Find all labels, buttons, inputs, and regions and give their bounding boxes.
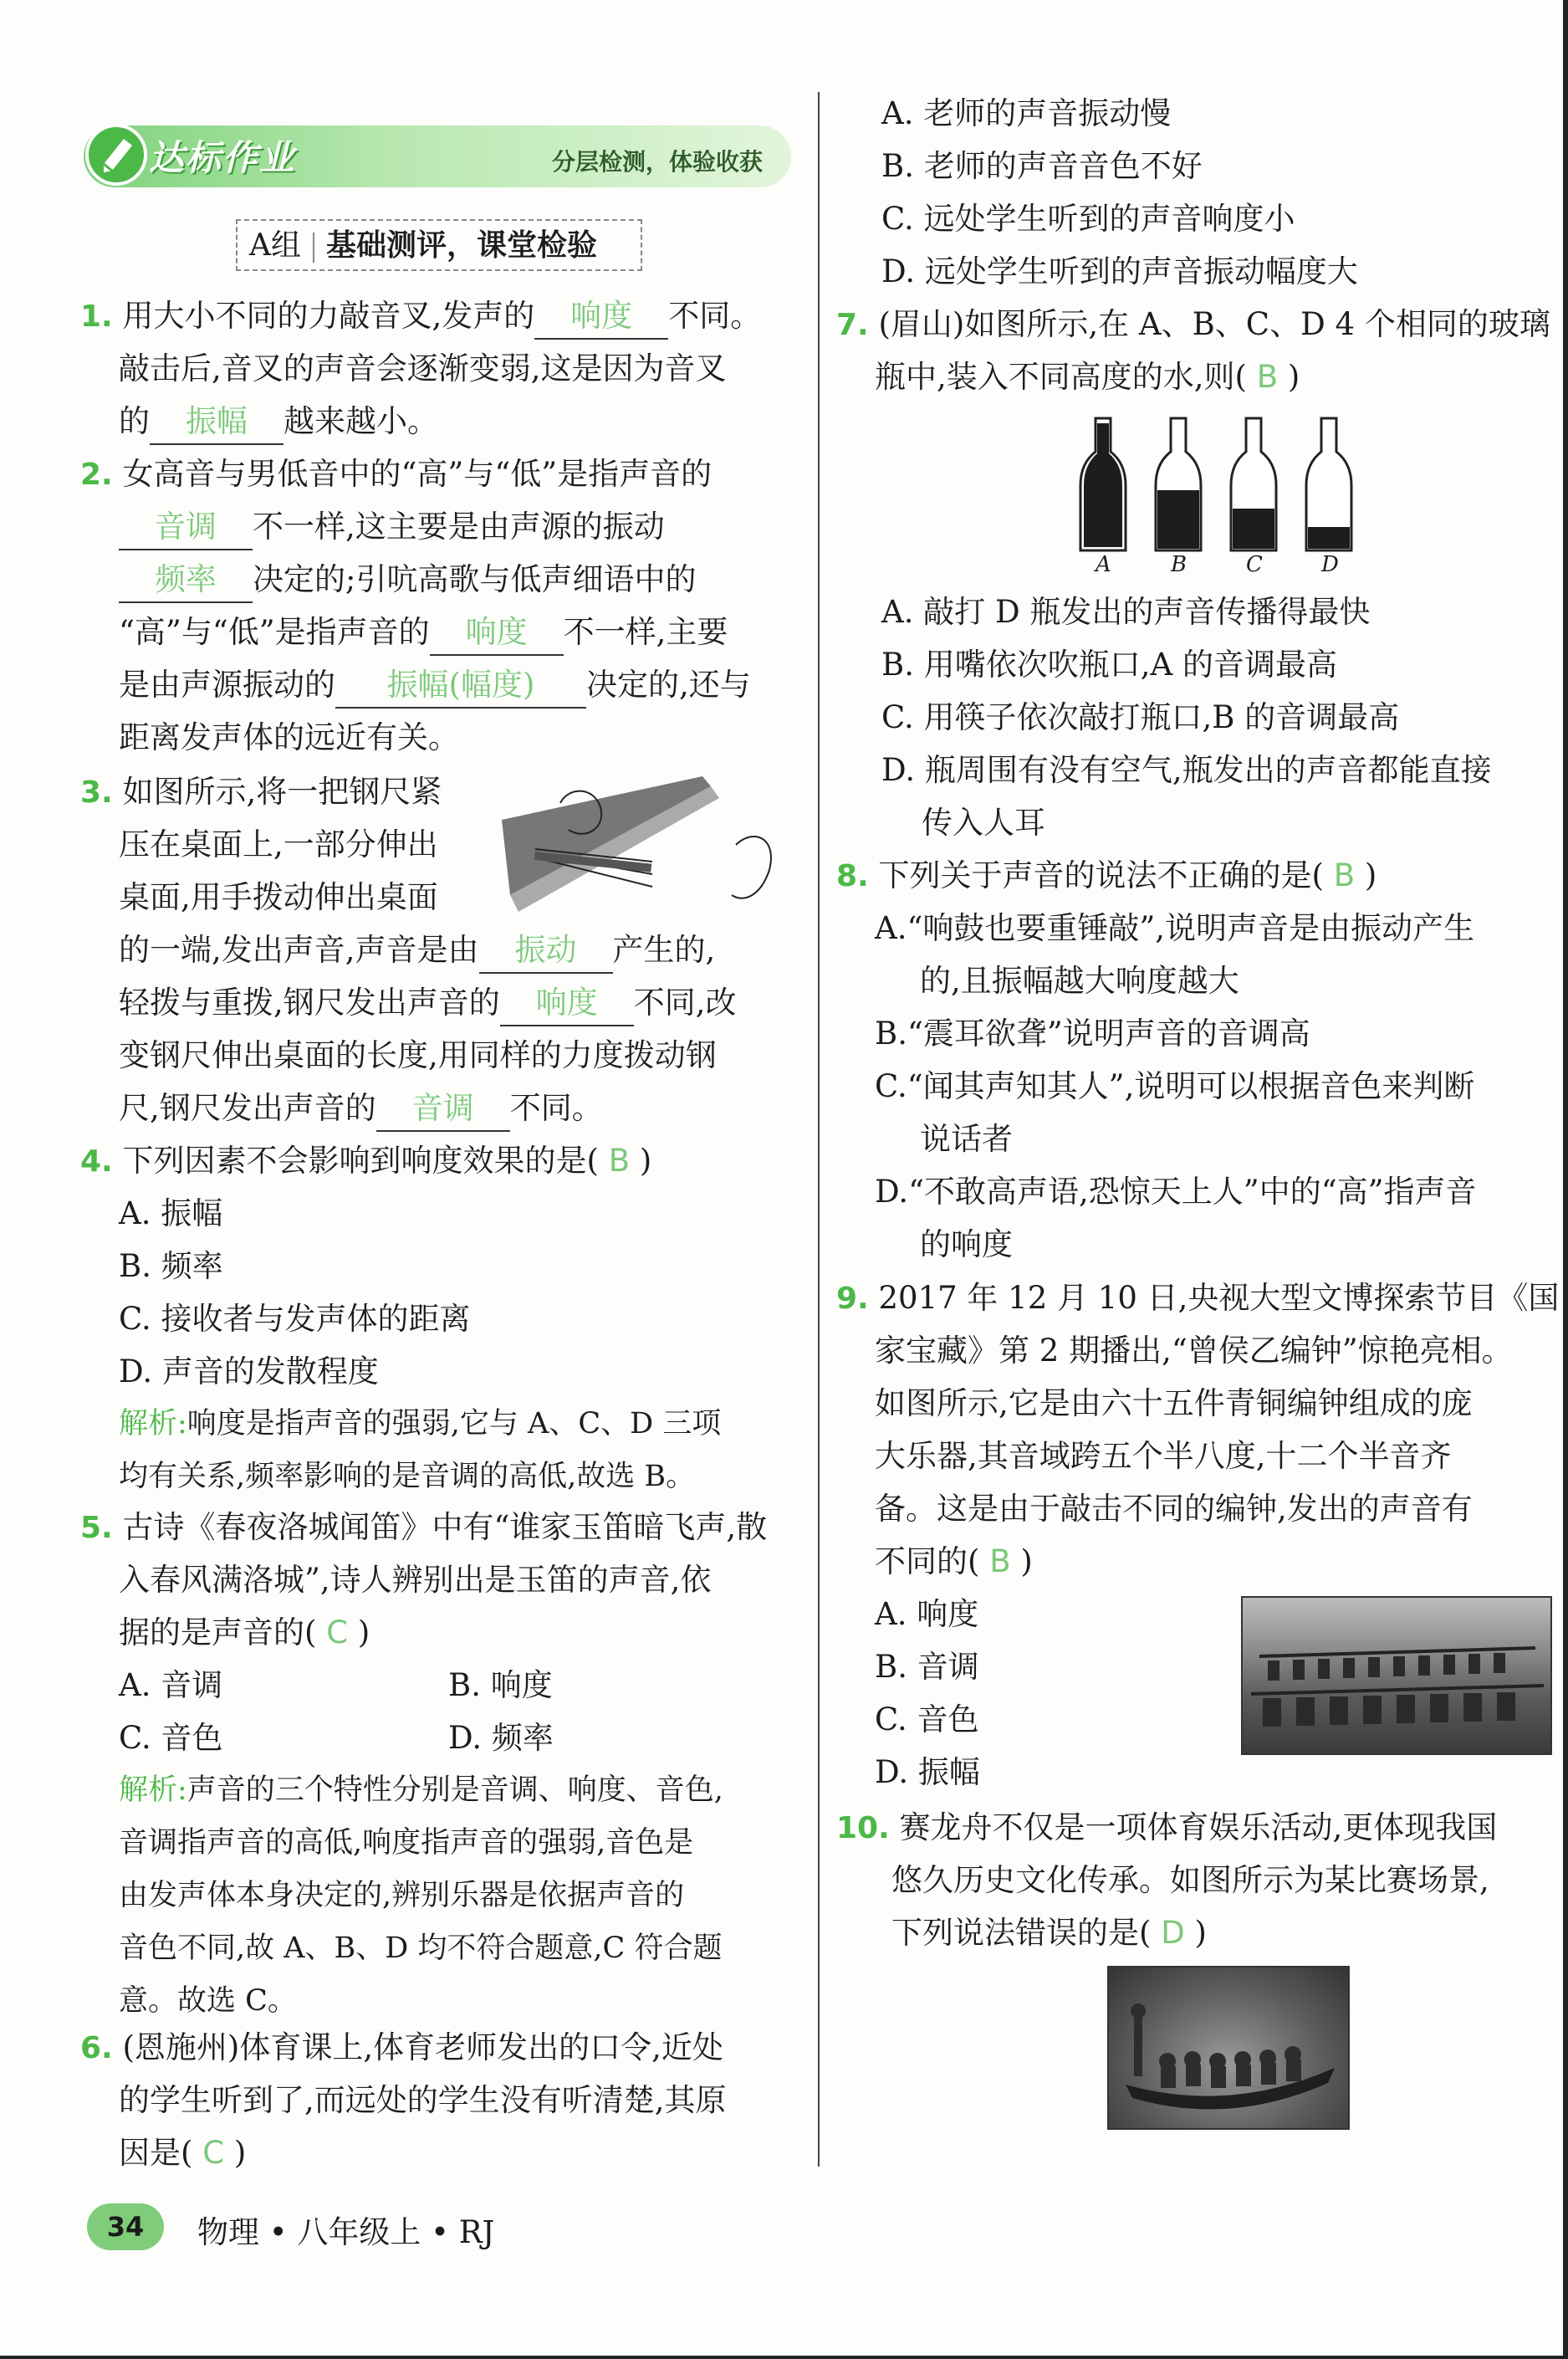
question-number: 1.: [80, 299, 113, 334]
q10-answer: D: [1161, 1915, 1185, 1951]
q2-answer-3: 响度: [465, 614, 528, 650]
q4-option: C. 接收者与发声体的距离: [119, 1301, 471, 1337]
bottle-label: B: [1171, 552, 1187, 577]
q7-text: ): [1287, 359, 1300, 395]
q1-answer-2: 振幅: [186, 403, 248, 439]
q4-jiexi: 均有关系,频率影响的是音调的高低,故选 B。: [119, 1460, 696, 1493]
question-number: 3.: [80, 775, 113, 810]
q1-text: 用大小不同的力敲音叉,发声的: [122, 298, 535, 334]
q8-option: C.“闻其声知其人”,说明可以根据音色来判断: [875, 1068, 1475, 1104]
q2-text: 是由声源振动的: [119, 667, 335, 703]
q6-option: D. 远处学生听到的声音振动幅度大: [881, 253, 1358, 289]
q8-option: 说话者: [920, 1121, 1013, 1157]
q8-option: D.“不敢高声语,恐惊天上人”中的“高”指声音: [875, 1174, 1477, 1210]
q4-jiexi: 响度是指声音的强弱,它与 A、C、D 三项: [186, 1407, 722, 1440]
q7-option: D. 瓶周围有没有空气,瓶发出的声音都能直接: [881, 752, 1492, 788]
q9-option: D. 振幅: [875, 1754, 980, 1790]
q1-text: 的: [119, 403, 150, 439]
q7-answer: B: [1256, 359, 1279, 395]
q10-text: 悠久历史文化传承。如图所示为某比赛场景,: [891, 1862, 1489, 1898]
pencil-icon: [85, 124, 147, 186]
section-label: [236, 219, 642, 271]
q9-option: B. 音调: [875, 1649, 979, 1685]
q7-text: (眉山)如图所示,在 A、B、C、D 4 个相同的玻璃: [878, 306, 1550, 342]
q1-answer-1: 响度: [570, 298, 633, 334]
q7-text: 瓶中,装入不同高度的水,则(: [875, 359, 1247, 395]
column-divider: [818, 92, 820, 2167]
footer-text: 物理 • 八年级上 • RJ: [197, 2214, 495, 2250]
q2-answer-1: 音调: [155, 509, 217, 545]
jiexi-label: 解析:: [119, 1407, 187, 1440]
question-number: 7.: [836, 308, 869, 342]
q3-text: 尺,钢尺发出声音的: [119, 1090, 376, 1126]
q3-text: 如图所示,将一把钢尺紧: [122, 774, 442, 810]
q1-text: 越来越小。: [283, 403, 438, 439]
q6-text: 的学生听到了,而远处的学生没有听清楚,其原: [119, 2082, 727, 2118]
q7-option: A. 敲打 D 瓶发出的声音传播得最快: [881, 594, 1371, 630]
q4-option: D. 声音的发散程度: [119, 1353, 379, 1389]
q4-option: B. 频率: [119, 1248, 223, 1284]
q6-text: ): [233, 2135, 247, 2171]
question-number: 9.: [836, 1282, 869, 1316]
q3-text: 产生的,: [612, 932, 716, 968]
q5-answer: C: [326, 1614, 349, 1650]
q8-option: A.“响鼓也要重锤敲”,说明声音是由振动产生: [875, 910, 1475, 946]
q6-answer: C: [202, 2135, 225, 2171]
q9-answer: B: [989, 1543, 1011, 1579]
q2-text: “高”与“低”是指声音的: [119, 614, 430, 650]
q8-stem: ): [1364, 857, 1377, 893]
q6-option: B. 老师的声音音色不好: [881, 148, 1203, 184]
bottle-label: A: [1096, 552, 1111, 577]
q3-text: 变钢尺伸出桌面的长度,用同样的力度拨动钢: [119, 1037, 717, 1073]
q5-jiexi: 意。故选 C。: [119, 1984, 297, 2018]
header-title: 达标作业: [149, 137, 297, 178]
q3-text: 不同,改: [633, 985, 737, 1021]
q4-stem: 下列因素不会影响到响度效果的是(: [122, 1143, 599, 1179]
bottle-label: D: [1321, 552, 1339, 577]
q3-text: 压在桌面上,一部分伸出: [119, 826, 438, 862]
q9-text: 不同的(: [875, 1543, 980, 1579]
q8-answer: B: [1333, 857, 1356, 893]
q9-text: 家宝藏》第 2 期播出,“曾侯乙编钟”惊艳亮相。: [875, 1333, 1513, 1369]
section-group: A组: [249, 228, 301, 263]
q5-text: 入春风满洛城”,诗人辨别出是玉笛的声音,依: [119, 1562, 712, 1598]
question-number: 4.: [80, 1144, 113, 1179]
q8-option: B.“震耳欲聋”说明声音的音调高: [875, 1016, 1310, 1052]
q3-text: 的一端,发出声音,声音是由: [119, 932, 479, 968]
q5-text: 据的是声音的(: [119, 1614, 317, 1650]
q5-option: B. 响度: [448, 1667, 553, 1703]
q6-option: C. 远处学生听到的声音响度小: [881, 201, 1295, 237]
q9-text: 2017 年 12 月 10 日,央视大型文博探索节目《国: [878, 1280, 1560, 1316]
q3-answer-2: 响度: [535, 985, 598, 1021]
q7-option: 传入人耳: [922, 805, 1045, 841]
question-number: 5.: [80, 1511, 113, 1545]
bottle-label: C: [1246, 552, 1263, 577]
bottles-figure: [1079, 410, 1380, 586]
question-number: 8.: [836, 859, 869, 893]
q5-jiexi: 音色不同,故 A、B、D 均不符合题意,C 符合题: [119, 1932, 723, 1965]
jiexi-label: 解析:: [119, 1773, 187, 1807]
q4-option: A. 振幅: [119, 1195, 223, 1231]
section-name: 基础测评，课堂检验: [326, 228, 598, 263]
ruler-figure: [502, 770, 794, 929]
q2-answer-2: 频率: [155, 561, 217, 597]
q5-jiexi: 由发声体本身决定的,辨别乐器是依据声音的: [119, 1879, 685, 1912]
q2-text: 女高音与男低音中的“高”与“低”是指声音的: [122, 456, 712, 492]
q3-text: 轻拨与重拨,钢尺发出声音的: [119, 985, 500, 1021]
q5-option: C. 音色: [119, 1720, 223, 1756]
q10-text: 赛龙舟不仅是一项体育娱乐活动,更体现我国: [899, 1809, 1498, 1845]
q5-option: D. 频率: [448, 1720, 554, 1756]
q5-text: ): [357, 1614, 370, 1650]
dragon-boat-photo: [1107, 1966, 1350, 2130]
q1-text: 敲击后,音叉的声音会逐渐变弱,这是因为音叉: [119, 351, 727, 386]
q2-text: 距离发声体的远近有关。: [119, 719, 459, 755]
question-number: 2.: [80, 458, 113, 492]
q7-option: B. 用嘴依次吹瓶口,A 的音调最高: [881, 647, 1337, 683]
q8-stem: 下列关于声音的说法不正确的是(: [878, 857, 1324, 893]
q6-option: A. 老师的声音振动慢: [881, 95, 1172, 131]
q5-text: 古诗《春夜洛城闻笛》中有“谁家玉笛暗飞声,散: [122, 1509, 768, 1545]
q5-jiexi: 声音的三个特性分别是音调、响度、音色,: [186, 1773, 723, 1807]
q3-text: 不同。: [509, 1090, 603, 1126]
q4-stem: ): [639, 1143, 652, 1179]
q7-option: C. 用筷子依次敲打瓶口,B 的音调最高: [881, 699, 1400, 735]
q9-text: 备。这是由于敲击不同的编钟,发出的声音有: [875, 1491, 1473, 1527]
q5-option: A. 音调: [119, 1667, 223, 1703]
q2-text: 决定的;引吭高歌与低声细语中的: [253, 561, 697, 597]
q8-option: 的,且振幅越大响度越大: [920, 963, 1239, 999]
q10-text: 下列说法错误的是(: [891, 1915, 1152, 1951]
q3-answer-1: 振动: [514, 932, 577, 968]
bianzhong-photo: [1241, 1596, 1552, 1755]
q3-text: 桌面,用手拨动伸出桌面: [119, 879, 438, 915]
q9-option: C. 音色: [875, 1701, 979, 1737]
q9-text: ): [1020, 1543, 1033, 1579]
q9-option: A. 响度: [875, 1596, 979, 1632]
q10-text: ): [1194, 1915, 1207, 1951]
q4-answer: B: [608, 1143, 631, 1179]
q2-text: 不一样,主要: [563, 614, 728, 650]
q2-answer-4: 振幅(幅度): [386, 667, 535, 703]
q5-jiexi: 音调指声音的高低,响度指声音的强弱,音色是: [119, 1826, 694, 1860]
question-number: 10.: [836, 1811, 890, 1845]
q9-text: 如图所示,它是由六十五件青铜编钟组成的庞: [875, 1385, 1473, 1421]
q3-answer-3: 音调: [411, 1090, 474, 1126]
page-number: 34: [87, 2203, 164, 2250]
q6-text: (恩施州)体育课上,体育老师发出的口令,近处: [122, 2029, 723, 2065]
header-subtitle: 分层检测，体验收获: [552, 148, 764, 176]
q2-text: 不一样,这主要是由声源的振动: [253, 509, 665, 545]
q9-text: 大乐器,其音域跨五个半八度,十二个半音齐: [875, 1438, 1452, 1474]
q6-text: 因是(: [119, 2135, 193, 2171]
q8-option: 的响度: [920, 1226, 1013, 1262]
q1-text: 不同。: [668, 298, 762, 334]
question-number: 6.: [80, 2031, 113, 2065]
q2-text: 决定的,还与: [586, 667, 751, 703]
